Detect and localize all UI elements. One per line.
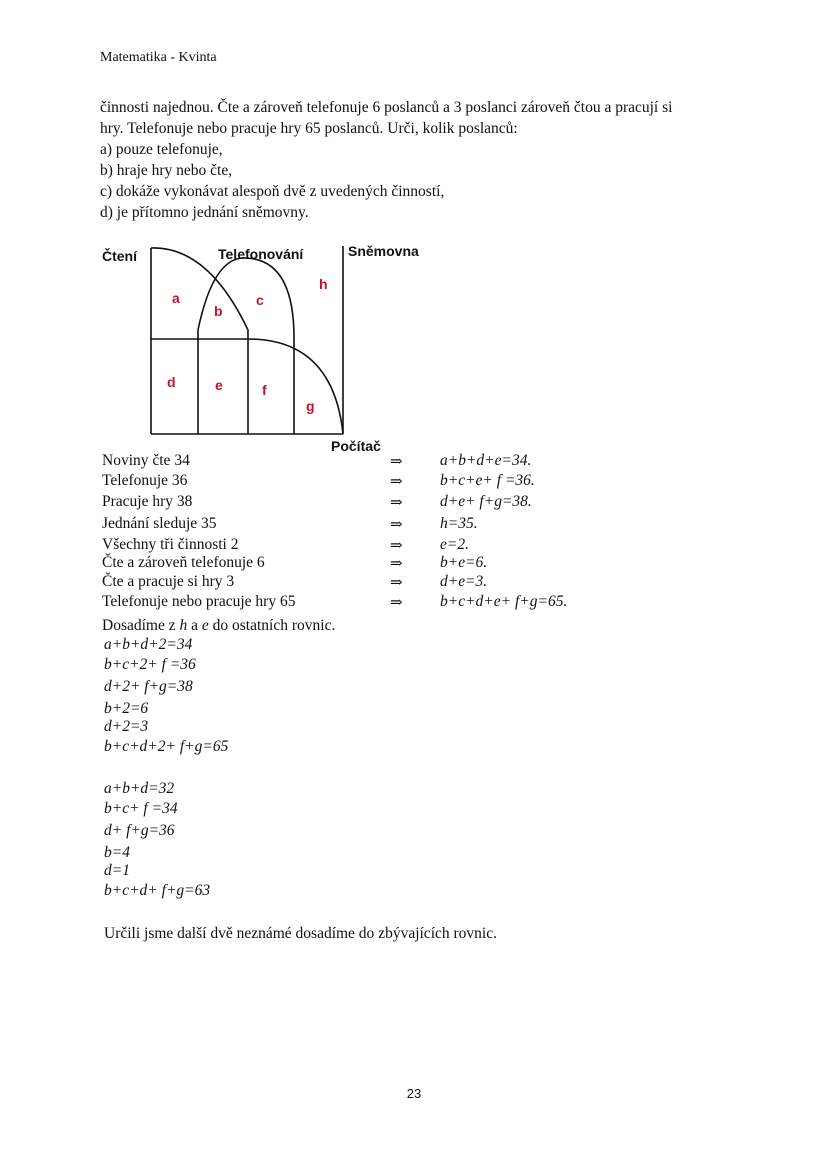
label-telefonovani: Telefonování bbox=[218, 246, 304, 262]
telefonovani-arc bbox=[198, 258, 294, 434]
implies-arrow: ⇒ bbox=[390, 573, 403, 591]
fact-equation: e=2. bbox=[440, 536, 469, 553]
question-d: d) je přítomno jednání sněmovny. bbox=[100, 204, 309, 221]
cteni-arc bbox=[151, 248, 248, 434]
implies-arrow: ⇒ bbox=[390, 554, 403, 572]
region-b: b bbox=[214, 303, 223, 319]
equation: a+b+d=32 bbox=[104, 780, 175, 797]
fact-equation: h=35. bbox=[440, 515, 478, 532]
region-a: a bbox=[172, 290, 180, 306]
fact-equation: b+e=6. bbox=[440, 554, 488, 571]
equation: d+ f+g=36 bbox=[104, 822, 175, 839]
equation: b+c+2+ f =36 bbox=[104, 656, 196, 673]
equation: a+b+d+2=34 bbox=[104, 636, 193, 653]
pocitac-arc bbox=[151, 339, 343, 434]
label-pocitac: Počítač bbox=[331, 438, 381, 454]
implies-arrow: ⇒ bbox=[390, 593, 403, 611]
implies-arrow: ⇒ bbox=[390, 493, 403, 511]
implies-arrow: ⇒ bbox=[390, 515, 403, 533]
fact-equation: d+e=3. bbox=[440, 573, 488, 590]
region-f: f bbox=[262, 382, 267, 398]
page-header: Matematika - Kvinta bbox=[100, 50, 217, 65]
equation: b+c+d+2+ f+g=65 bbox=[104, 738, 229, 755]
region-e: e bbox=[215, 377, 223, 393]
equation: b+2=6 bbox=[104, 700, 149, 717]
fact-label: Všechny tři činnosti 2 bbox=[102, 536, 239, 553]
question-c: c) dokáže vykonávat alespoň dvě z uvedených činností, bbox=[100, 183, 445, 200]
fact-label: Pracuje hry 38 bbox=[102, 493, 193, 510]
equation: d+2=3 bbox=[104, 718, 149, 735]
region-d: d bbox=[167, 374, 176, 390]
fact-label: Telefonuje nebo pracuje hry 65 bbox=[102, 593, 296, 610]
problem-line: hry. Telefonuje nebo pracuje hry 65 poslanců. Urči, kolik poslanců: bbox=[100, 120, 518, 137]
fact-equation: b+c+e+ f =36. bbox=[440, 472, 535, 489]
fact-equation: d+e+ f+g=38. bbox=[440, 493, 532, 510]
fact-equation: b+c+d+e+ f+g=65. bbox=[440, 593, 568, 610]
label-cteni: Čtení bbox=[102, 248, 137, 264]
equation: b=4 bbox=[104, 844, 130, 861]
substitution-note: Dosadíme z h a e do ostatních rovnic. bbox=[102, 617, 336, 634]
page-number: 23 bbox=[406, 1086, 422, 1101]
question-b: b) hraje hry nebo čte, bbox=[100, 162, 233, 179]
fact-label: Noviny čte 34 bbox=[102, 452, 190, 469]
fact-equation: a+b+d+e=34. bbox=[440, 452, 532, 469]
equation: d+2+ f+g=38 bbox=[104, 678, 193, 695]
region-g: g bbox=[306, 398, 315, 414]
implies-arrow: ⇒ bbox=[390, 452, 403, 470]
label-snemovna: Sněmovna bbox=[348, 243, 419, 259]
problem-line: činnosti najednou. Čte a zároveň telefonuje 6 poslanců a 3 poslanci zároveň čtou a pracují si bbox=[100, 99, 673, 116]
venn-diagram bbox=[98, 238, 438, 454]
question-a: a) pouze telefonuje, bbox=[100, 141, 223, 158]
fact-label: Jednání sleduje 35 bbox=[102, 515, 217, 532]
closing-text: Určili jsme další dvě neznámé dosadíme do zbývajících rovnic. bbox=[104, 925, 497, 942]
fact-label: Telefonuje 36 bbox=[102, 472, 188, 489]
implies-arrow: ⇒ bbox=[390, 536, 403, 554]
fact-label: Čte a pracuje si hry 3 bbox=[102, 573, 235, 590]
region-c: c bbox=[256, 292, 264, 308]
equation: d=1 bbox=[104, 862, 130, 879]
implies-arrow: ⇒ bbox=[390, 472, 403, 490]
equation: b+c+ f =34 bbox=[104, 800, 178, 817]
equation: b+c+d+ f+g=63 bbox=[104, 882, 211, 899]
region-h: h bbox=[319, 276, 328, 292]
problem-text bbox=[100, 97, 740, 223]
fact-label: Čte a zároveň telefonuje 6 bbox=[102, 554, 265, 571]
